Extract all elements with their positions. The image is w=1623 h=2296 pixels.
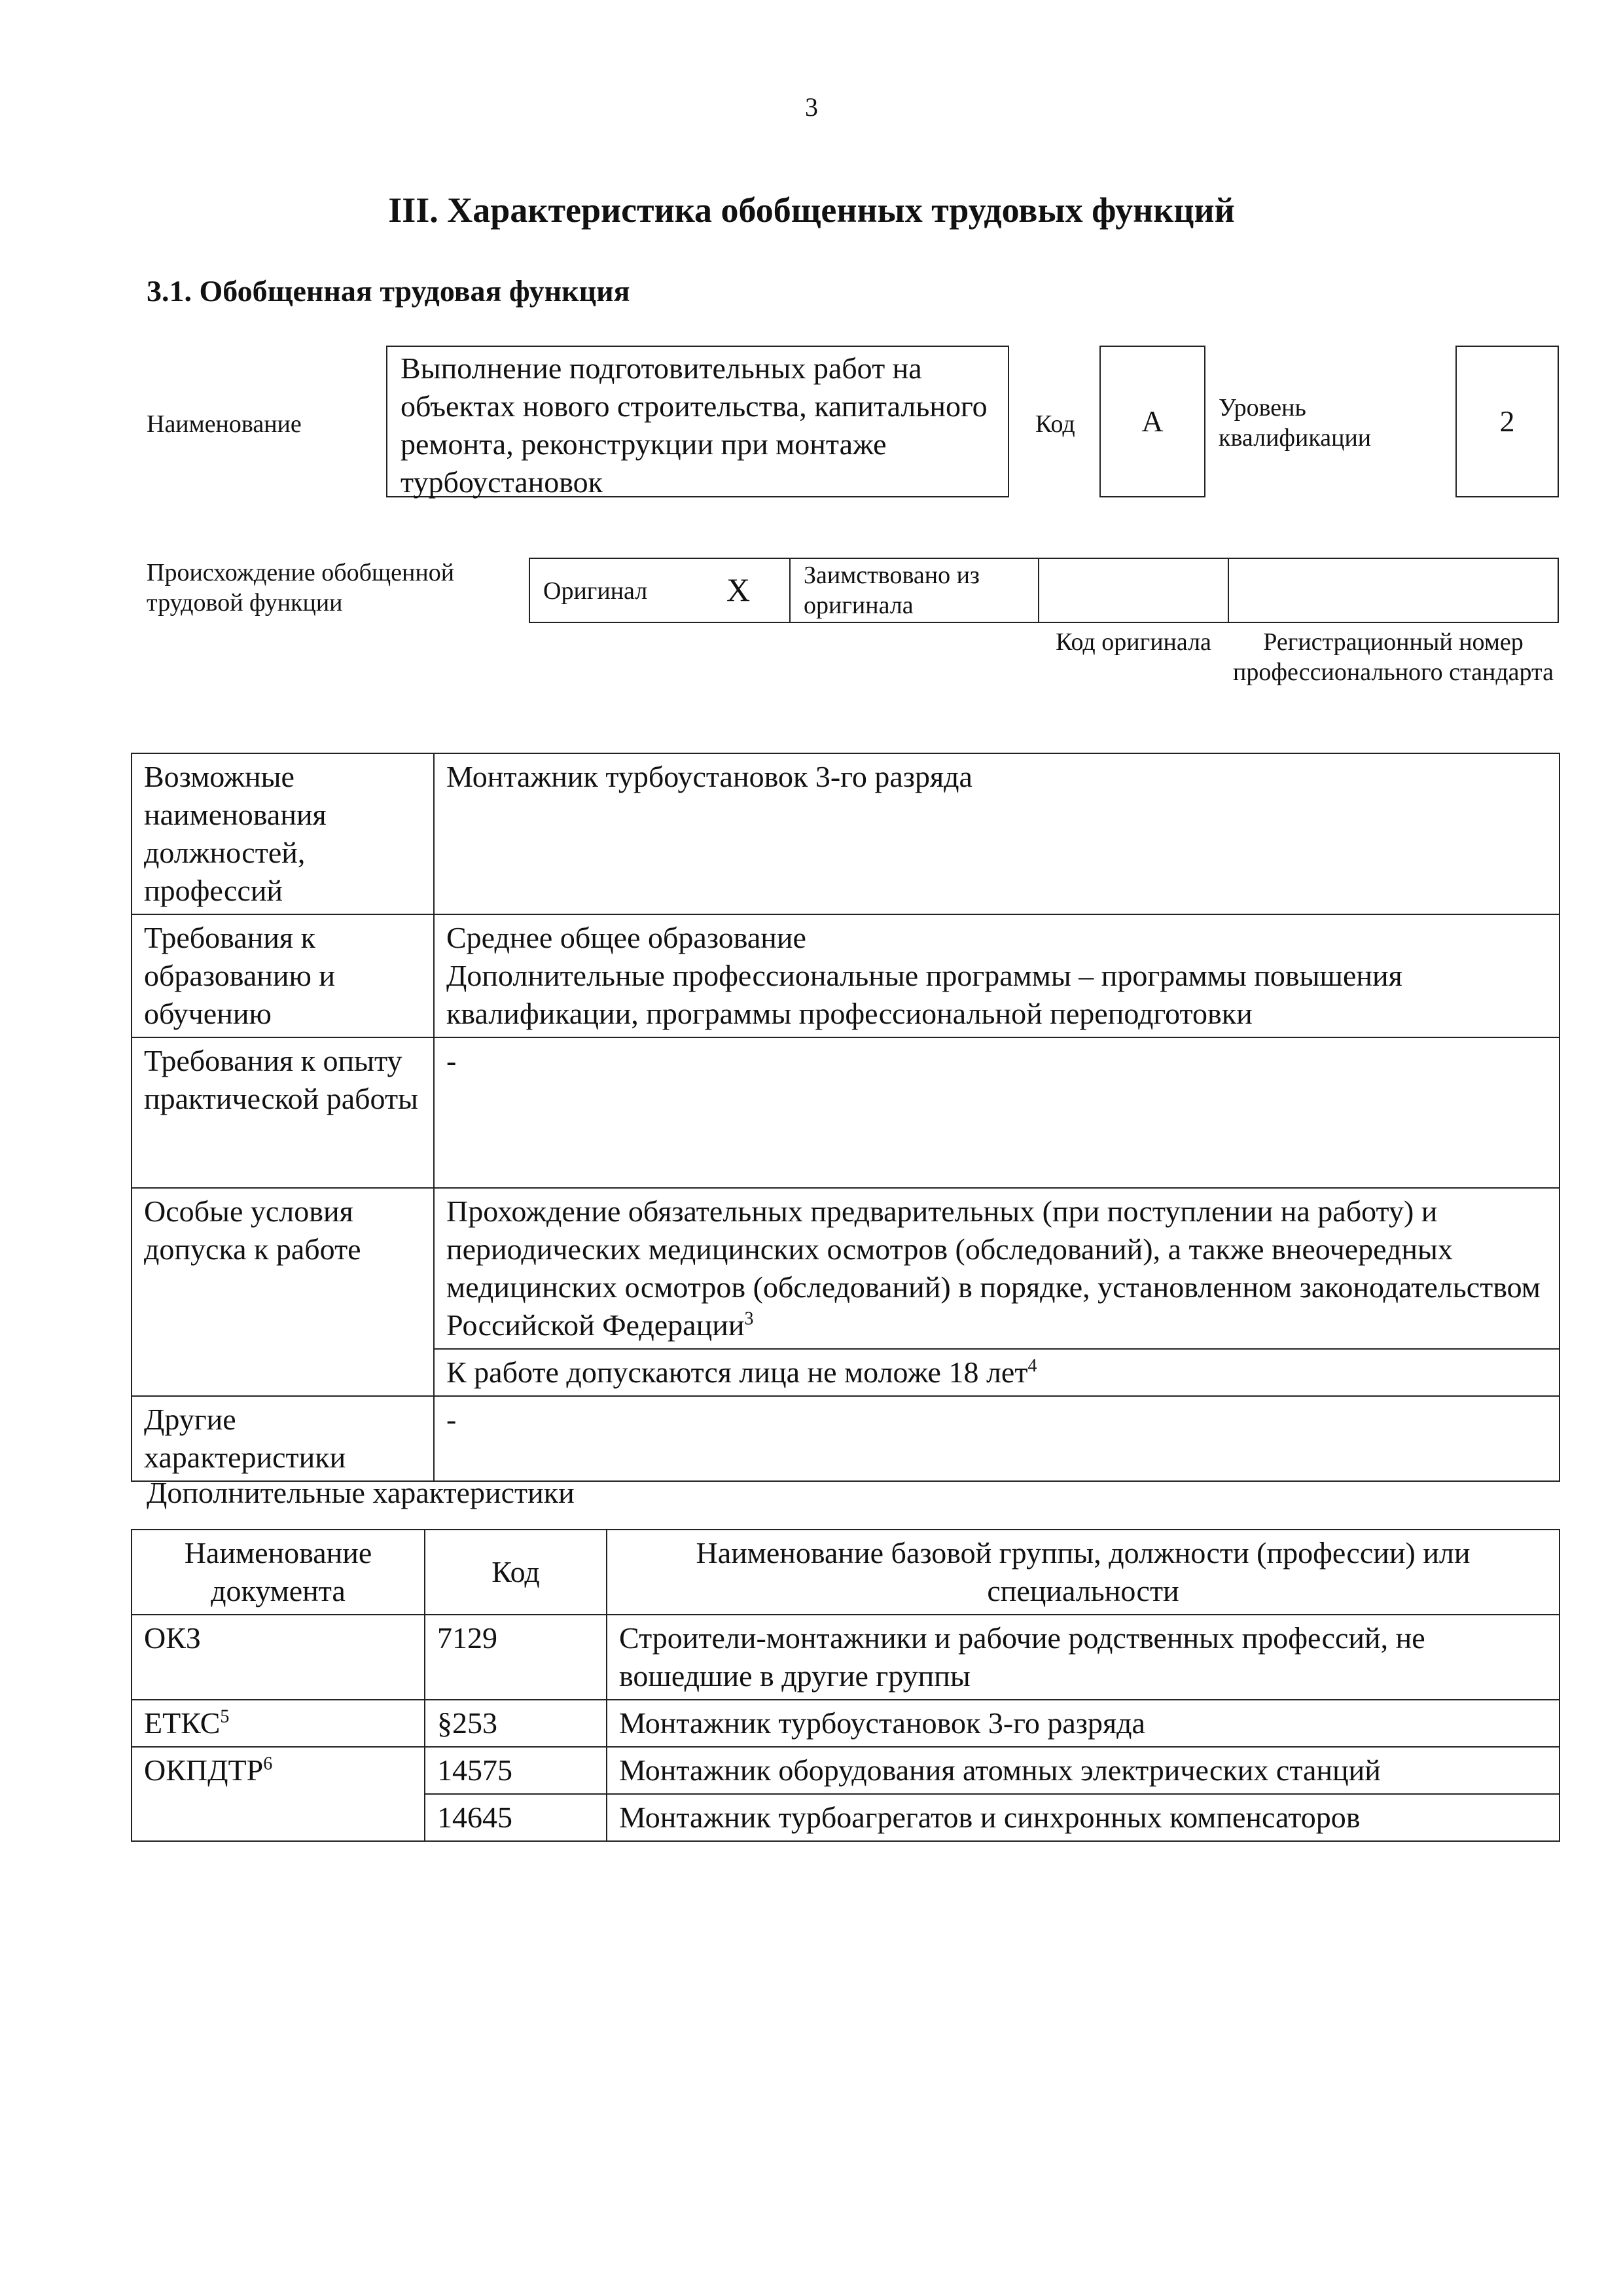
other-label: Другие характеристики	[132, 1396, 434, 1481]
borrowed-reg-cell	[1228, 558, 1559, 623]
admission-age-footnote-mark: 4	[1027, 1355, 1037, 1376]
row-name-okz: Строители-монтажники и рабочие родственных профессий, не вошедшие в другие группы	[607, 1615, 1560, 1700]
level-value: 2	[1499, 404, 1515, 438]
admission-age-text: К работе допускаются лица не моложе 18 лет	[446, 1355, 1028, 1389]
admission-label: Особые условия допуска к работе	[132, 1188, 434, 1396]
experience-value: -	[434, 1037, 1560, 1188]
admission-age-value	[434, 1349, 1560, 1396]
additional-heading: Дополнительные характеристики	[147, 1476, 575, 1509]
education-value	[434, 914, 1560, 1037]
okpdtr-text: ОКПДТР	[144, 1753, 264, 1787]
subsection-title: 3.1. Обобщенная трудовая функция	[147, 274, 630, 308]
code-original-caption: Код оригинала	[1056, 628, 1211, 656]
name-value: Выполнение подготовительных работ на объектах нового строительства, капитального ремонта, реконструкции при монтаже турбоустановок	[401, 351, 988, 499]
original-mark: X	[726, 571, 751, 608]
page-number: 3	[805, 92, 818, 122]
admission-value-text: Прохождение обязательных предварительных (при поступлении на работу) и периодических медицинских осмотров (обследований), а также внеочередных медицинских осмотров (обследований) в порядке, установленном законодательством Российской Федерации	[446, 1194, 1541, 1342]
level-value-box	[1455, 346, 1559, 497]
row-code-253: §253	[425, 1700, 607, 1747]
level-label: Уровень квалификации	[1219, 394, 1372, 452]
code-value: А	[1141, 404, 1164, 438]
table-row	[132, 1188, 1560, 1349]
education-label: Требования к образованию и обучению	[132, 914, 434, 1037]
row-doc-etks	[132, 1700, 425, 1747]
header-document: Наименование документа	[132, 1530, 425, 1615]
borrowed-code-cell	[1038, 558, 1229, 623]
row-name-14575: Монтажник оборудования атомных электрических станций	[607, 1747, 1560, 1794]
table-row	[132, 1700, 1560, 1747]
etks-footnote-mark: 5	[220, 1706, 230, 1727]
code-value-box	[1099, 346, 1205, 497]
table-row	[132, 1530, 1560, 1615]
row-code-14575: 14575	[425, 1747, 607, 1794]
other-value: -	[434, 1396, 1560, 1481]
experience-label: Требования к опыту практической работы	[132, 1037, 434, 1188]
etks-text: ЕТКС	[144, 1706, 221, 1740]
table-row	[132, 1747, 1560, 1794]
education-value-line2: Дополнительные профессиональные программы – программы повышения квалификации, программы профессиональной переподготовки	[446, 959, 1402, 1030]
row-name-etks: Монтажник турбоустановок 3-го разряда	[607, 1700, 1560, 1747]
table-row	[132, 753, 1560, 914]
borrowed-cell	[789, 558, 1039, 623]
admission-footnote-mark: 3	[744, 1308, 754, 1329]
header-code: Код	[425, 1530, 607, 1615]
name-label: Наименование	[147, 410, 302, 438]
origin-label: Происхождение обобщенной трудовой функции	[147, 559, 455, 617]
additional-table	[131, 1529, 1560, 1842]
position-names-value: Монтажник турбоустановок 3-го разряда	[434, 753, 1560, 914]
row-code-14645: 14645	[425, 1794, 607, 1841]
borrowed-label: Заимствовано из оригинала	[804, 562, 980, 619]
reg-number-caption: Регистрационный номер профессионального стандарта	[1233, 628, 1554, 686]
row-code-7129: 7129	[425, 1615, 607, 1700]
table-row	[132, 1396, 1560, 1481]
table-row	[132, 914, 1560, 1037]
code-label: Код	[1035, 410, 1075, 438]
education-value-line1: Среднее общее образование	[446, 921, 806, 954]
original-label: Оригинал	[543, 577, 648, 605]
table-row	[132, 1615, 1560, 1700]
row-doc-okpdtr	[132, 1747, 425, 1841]
original-cell	[529, 558, 791, 623]
position-names-label: Возможные наименования должностей, профессий	[132, 753, 434, 914]
row-doc-okz: ОКЗ	[132, 1615, 425, 1700]
header-name: Наименование базовой группы, должности (профессии) или специальности	[607, 1530, 1560, 1615]
requirements-table	[131, 753, 1560, 1482]
okpdtr-footnote-mark: 6	[263, 1753, 273, 1774]
admission-value	[434, 1188, 1560, 1349]
row-name-14645: Монтажник турбоагрегатов и синхронных компенсаторов	[607, 1794, 1560, 1841]
table-row	[132, 1037, 1560, 1188]
section-title: III. Характеристика обобщенных трудовых функций	[388, 190, 1235, 230]
name-value-box	[386, 346, 1009, 497]
